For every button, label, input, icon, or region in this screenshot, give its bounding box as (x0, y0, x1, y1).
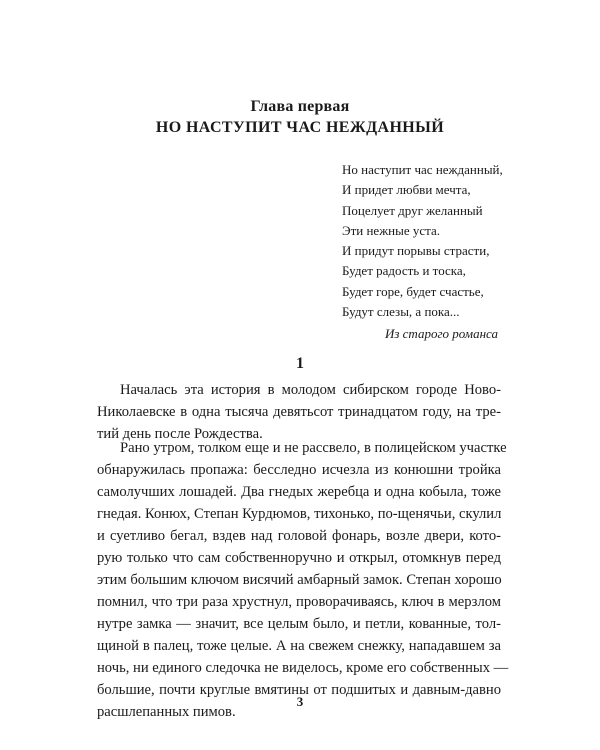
epigraph-line: Будут слезы, а пока... (342, 304, 460, 320)
text-line: Рано утром, толком еще и не рассвело, в полицейском участке (120, 440, 507, 456)
text-line: гнедая. Конюх, Степан Курдюмов, тихонько, по-щенячьи, скулил (97, 506, 502, 522)
text-line: щиной в палец, тоже целые. А на свежем снежку, нападавшем за (97, 638, 501, 654)
paragraph-2 (97, 437, 509, 723)
chapter-title: НО НАСТУПИТ ЧАС НЕЖДАННЫЙ (155, 119, 445, 136)
epigraph-line: Будет радость и тоска, (342, 263, 466, 279)
page-number: 3 (296, 694, 304, 709)
text-line: самолучших лошадей. Два гнедых жеребца и одна кобыла, тоже (97, 484, 501, 500)
text-line: Началась эта история в молодом сибирском городе Ново- (120, 382, 501, 398)
text-line: и суетливо бегал, вздев над головой фонарь, возле двери, кото- (97, 528, 501, 544)
text-line: помнил, что три раза хрустнул, проворачиваясь, ключ в мерзлом (97, 594, 501, 610)
text-line: этим большим ключом висячий амбарный замок. Степан хорошо (97, 572, 502, 588)
epigraph (342, 160, 562, 343)
epigraph-line: И придет любви мечта, (342, 182, 471, 198)
section-number: 1 (296, 355, 304, 372)
epigraph-source: Из старого романса (384, 326, 498, 342)
text-line: большие, почти круглые вмятины от подшитых и давным-давно (97, 682, 501, 698)
text-line: ночь, ни единого следочка не виделось, кроме его собственных — (97, 660, 509, 676)
text-line: рую только что сам собственноручно и открыл, отомкнув перед (97, 550, 501, 566)
text-line: расшлепанных пимов. (97, 704, 236, 720)
epigraph-line: Эти нежные уста. (342, 222, 441, 238)
text-line: нутре замка — значит, все целым было, и петли, кованные, тол- (97, 616, 501, 632)
epigraph-line: Поцелует друг желанный (342, 202, 483, 218)
chapter-label: Глава первая (250, 98, 350, 115)
epigraph-line: Но наступит час нежданный, (342, 162, 503, 177)
paragraph-1 (97, 379, 501, 445)
epigraph-line: Будет горе, будет счастье, (342, 283, 484, 299)
text-line: тий день после Рождества. (97, 426, 263, 442)
epigraph-line: И придут порывы страсти, (342, 243, 490, 259)
text-line: Николаевске в одна тысяча девятьсот тринадцатом году, на тре- (97, 404, 501, 420)
text-line: обнаружилась пропажа: бесследно исчезла из конюшни тройка (97, 462, 501, 478)
